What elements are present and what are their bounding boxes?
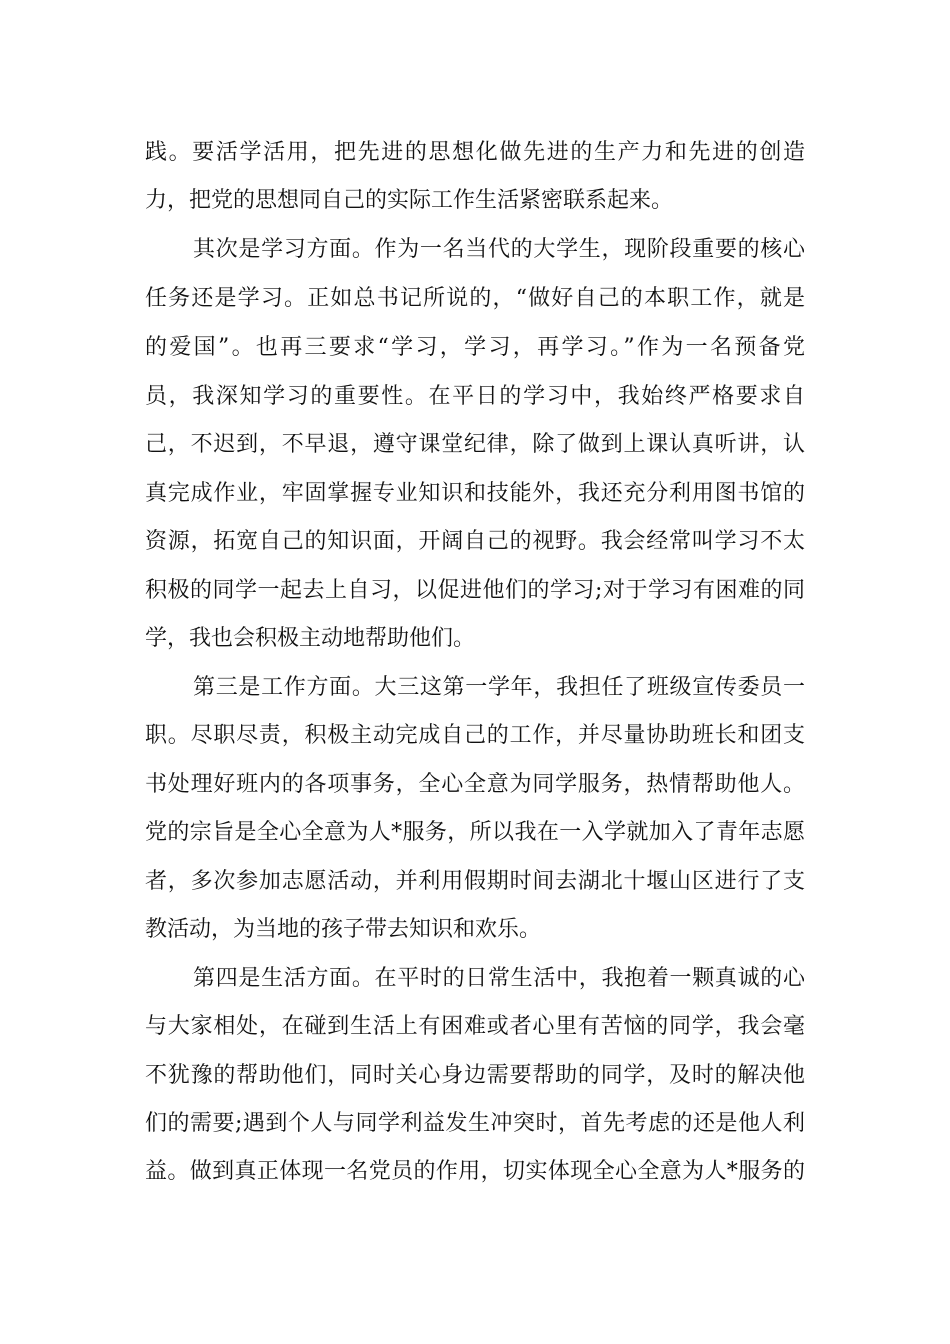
text-line: 党的宗旨是全心全意为人*服务，所以我在一入学就加入了青年志愿 — [145, 820, 805, 845]
text-line: 任务还是学习。正如总书记所说的，“做好自己的本职工作，就是 — [145, 286, 805, 311]
text-line: 积极的同学一起去上自习，以促进他们的学习;对于学习有困难的同 — [145, 578, 805, 603]
paragraph-start-line: 第三是工作方面。大三这第一学年，我担任了班级宣传委员一 — [193, 675, 805, 700]
text-line: 真完成作业，牢固掌握专业知识和技能外，我还充分利用图书馆的 — [145, 481, 805, 506]
text-line: 己，不迟到，不早退，遵守课堂纪律，除了做到上课认真听讲，认 — [145, 432, 805, 457]
text-line: 书处理好班内的各项事务，全心全意为同学服务，热情帮助他人。 — [145, 772, 805, 797]
text-line: 益。做到真正体现一名党员的作用，切实体现全心全意为人*服务的 — [145, 1159, 805, 1184]
text-line: 与大家相处，在碰到生活上有困难或者心里有苦恼的同学，我会毫 — [145, 1014, 805, 1039]
text-line: 资源，拓宽自己的知识面，开阔自己的视野。我会经常叫学习不太 — [145, 529, 805, 554]
text-line: 职。尽职尽责，积极主动完成自己的工作，并尽量协助班长和团支 — [145, 723, 805, 748]
text-line: 学，我也会积极主动地帮助他们。 — [145, 626, 476, 651]
text-line: 教活动，为当地的孩子带去知识和欢乐。 — [145, 917, 542, 942]
paragraph-start-line: 其次是学习方面。作为一名当代的大学生，现阶段重要的核心 — [193, 237, 805, 262]
text-line: 不犹豫的帮助他们，同时关心身边需要帮助的同学，及时的解决他 — [145, 1063, 805, 1088]
text-line: 员，我深知学习的重要性。在平日的学习中，我始终严格要求自 — [145, 384, 805, 409]
text-line: 者，多次参加志愿活动，并利用假期时间去湖北十堰山区进行了支 — [145, 869, 805, 894]
text-line: 力，把党的思想同自己的实际工作生活紧密联系起来。 — [145, 188, 674, 213]
text-line: 们的需要;遇到个人与同学利益发生冲突时，首先考虑的还是他人利 — [145, 1111, 805, 1136]
text-line: 的爱国”。也再三要求“学习，学习，再学习。”作为一名预备党 — [145, 335, 805, 360]
paragraph-start-line: 第四是生活方面。在平时的日常生活中，我抱着一颗真诚的心 — [193, 966, 805, 991]
text-line: 践。要活学活用，把先进的思想化做先进的生产力和先进的创造 — [145, 140, 805, 165]
